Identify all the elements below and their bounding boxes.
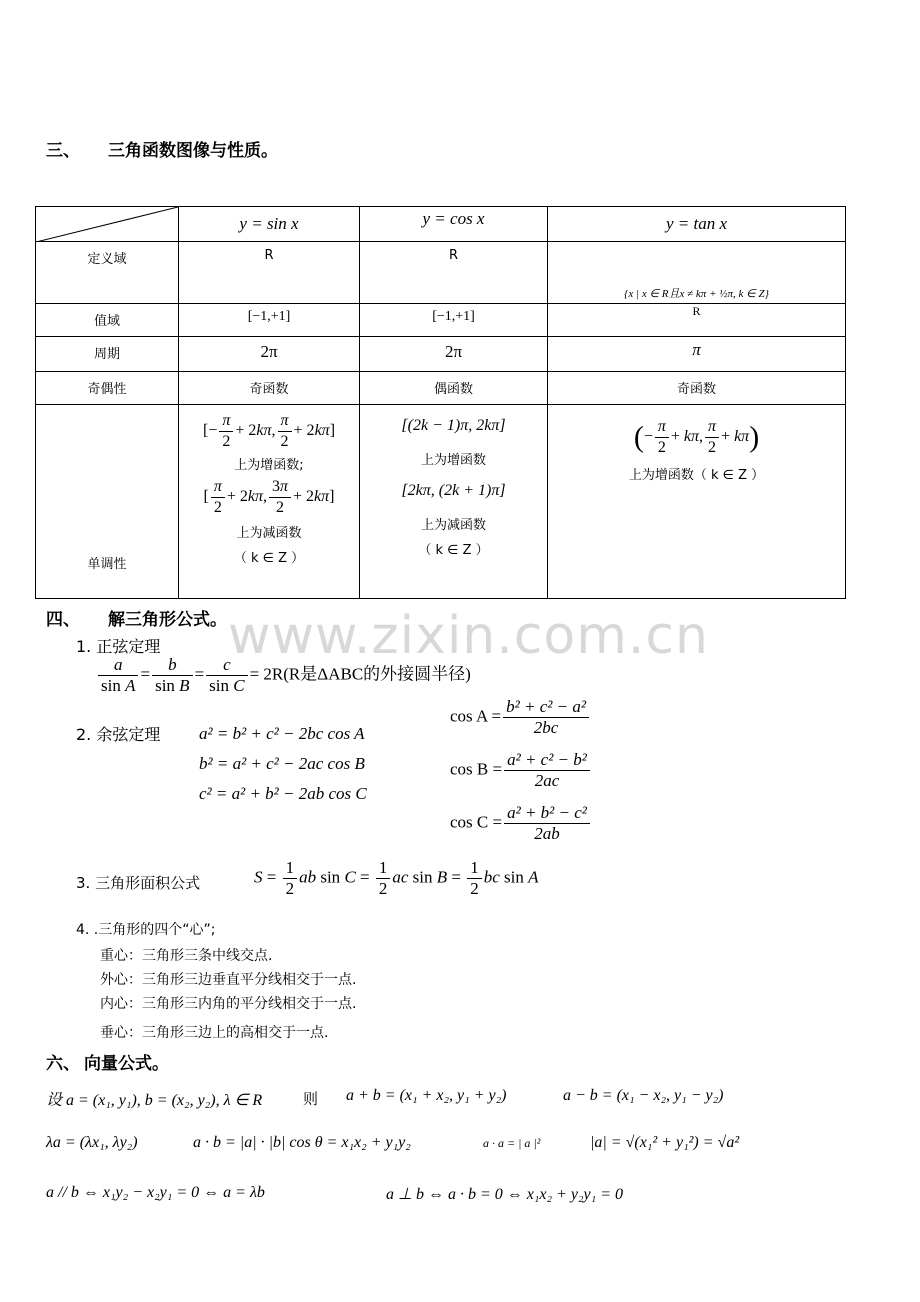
sin-dec-note: 上为减函数 [236, 526, 302, 541]
row-domain [36, 242, 846, 304]
cos-a-lhs: cos A = [450, 706, 502, 726]
parity-cos: 偶函数 [360, 372, 548, 405]
center-incenter: 内心：三角形三内角的平分线相交于一点. [100, 996, 357, 1012]
period-cos: 2π [360, 337, 548, 372]
cos-a-formula [450, 697, 591, 738]
vector-then: 则 [303, 1090, 319, 1108]
vector-scalar-mult: λa = (λx₁, λy₂) [46, 1134, 138, 1151]
cos-inc-note: 上为增函数 [420, 453, 486, 468]
cos-c-formula [450, 803, 592, 844]
row-parity [36, 372, 846, 405]
period-sin: 2π [179, 337, 360, 372]
vector-def: 设 a = (x₁, y₁), b = (x₂, y₂), λ ∈ R [46, 1092, 263, 1109]
law-of-cosines-label: 2. 余弦定理 [76, 725, 161, 744]
vector-sum: a + b = (x₁ + x₂, y₁ + y₂) [346, 1087, 507, 1104]
header-cos: y = cos x [360, 207, 548, 242]
section-6-title: 向量公式。 [84, 1054, 169, 1074]
cos-a-den: 2bc [533, 718, 559, 737]
domain-sin: R [179, 242, 360, 304]
cos-k-note: （ k ∈ Z ） [418, 543, 489, 558]
law-of-sines-label: 1. 正弦定理 [76, 637, 161, 656]
period-tan: π [548, 337, 846, 372]
row-label-domain: 定义域 [36, 242, 179, 304]
cosine-eq-c: c² = a² + b² − 2ab cos C [199, 784, 367, 803]
cos-b-den: 2ac [534, 771, 560, 790]
cos-b-formula [450, 750, 592, 791]
row-period [36, 337, 846, 372]
range-sin: [−1,+1] [179, 304, 360, 337]
diagonal-corner-cell [36, 207, 179, 242]
sin-increasing-interval: [− $\frac{\pi}{2}$ + 2kπ, $\frac{\pi}{2}$ + 2kπ] [202, 412, 336, 450]
centers-label: 4. .三角形的四个“心”; [76, 922, 216, 938]
vector-magnitude: |a| = √(x₁² + y₁²) = √a² [590, 1134, 740, 1151]
section-3-number: 三、 [46, 141, 80, 161]
cosine-eq-a: a² = b² + c² − 2bc cos A [199, 724, 365, 743]
row-range [36, 304, 846, 337]
row-label-range: 值域 [36, 304, 179, 337]
law-of-sines-tail: = 2R(R是ΔABC的外接圆半径) [249, 664, 471, 684]
cos-decreasing-interval: [2kπ, (2k + 1)π] [401, 482, 506, 499]
law-of-sines-formula: $\frac{a}{\text{sin A}}$ = $\frac{b}{\text{sin B}}$ = $\frac{c}{\text{sin C}}$ = 2R(R是ΔABC的外接圆半径) [96, 655, 471, 696]
cos-b-lhs: cos B = [450, 759, 503, 779]
cosine-eq-b: b² = a² + c² − 2ac cos B [199, 754, 365, 773]
section-3-title: 三角函数图像与性质。 [108, 141, 278, 161]
vector-parallel: a // b ⇔ x₁y₂ − x₂y₁ = 0 ⇔ a = λb [46, 1184, 265, 1201]
section-4-title: 解三角形公式。 [108, 610, 227, 630]
tan-inc-note: 上为增函数（ k ∈ Z ） [628, 468, 765, 483]
mono-cos [360, 405, 548, 599]
diagonal-line [36, 207, 178, 242]
cos-dec-note: 上为减函数 [420, 518, 486, 533]
vector-difference: a − b = (x₁ − x₂, y₁ − y₂) [563, 1087, 724, 1104]
cos-b-num: a² + c² − b² [504, 750, 590, 771]
tan-increasing-interval: (− $\frac{\pi}{2}$ + kπ, $\frac{\pi}{2}$ + kπ) [633, 418, 760, 456]
center-circumcenter: 外心：三角形三边垂直平分线相交于一点. [100, 972, 357, 988]
sin-inc-note: 上为增函数; [234, 458, 304, 473]
header-tan: y = tan x [548, 207, 846, 242]
section-6-number: 六、 [46, 1054, 80, 1074]
vector-perpendicular: a ⊥ b ⇔ a · b = 0 ⇔ x₁x₂ + y₂y₁ = 0 [386, 1186, 623, 1203]
center-centroid: 重心：三角形三条中线交点. [100, 948, 273, 964]
mono-sin [179, 405, 360, 599]
table-header-row [36, 207, 846, 242]
sin-k-note: （ k ∈ Z ） [233, 551, 305, 566]
area-formula-label: 3. 三角形面积公式 [76, 874, 201, 892]
cos-increasing-interval: [(2k − 1)π, 2kπ] [401, 417, 506, 434]
domain-tan: {x | x ∈ R且x ≠ kπ + ½π, k ∈ Z} [548, 242, 846, 304]
section-4-number: 四、 [46, 610, 80, 630]
row-label-monotonic: 单调性 [36, 405, 179, 599]
parity-sin: 奇函数 [179, 372, 360, 405]
center-orthocenter: 垂心：三角形三边上的高相交于一点. [100, 1025, 329, 1041]
parity-tan: 奇函数 [548, 372, 846, 405]
watermark: www.zixin.com.cn [228, 606, 709, 666]
domain-cos: R [360, 242, 548, 304]
vector-dot-product: a · b = |a| · |b| cos θ = x₁x₂ + y₁y₂ [193, 1134, 411, 1151]
trig-properties-table [35, 206, 846, 599]
range-tan: R [548, 304, 846, 337]
cos-c-num: a² + b² − c² [504, 803, 590, 824]
row-label-period: 周期 [36, 337, 179, 372]
cos-c-lhs: cos C = [450, 812, 503, 832]
row-monotonic [36, 405, 846, 599]
row-label-parity: 奇偶性 [36, 372, 179, 405]
sin-decreasing-interval: [ $\frac{\pi}{2}$ + 2kπ, $\frac{3\pi}{2}$ + 2kπ] [203, 478, 335, 516]
cos-a-num: b² + c² − a² [503, 697, 589, 718]
vector-self-dot: a · a = | a |² [483, 1136, 541, 1150]
cos-c-den: 2ab [534, 824, 560, 843]
mono-tan [548, 405, 846, 599]
header-sin: y = sin x [179, 207, 360, 242]
range-cos: [−1,+1] [360, 304, 548, 337]
area-formula: S = $\frac{1}{2}$ ab sin C = $\frac{1}{2}$ ac sin B = $\frac{1}{2}$ bc sin A [254, 858, 539, 898]
